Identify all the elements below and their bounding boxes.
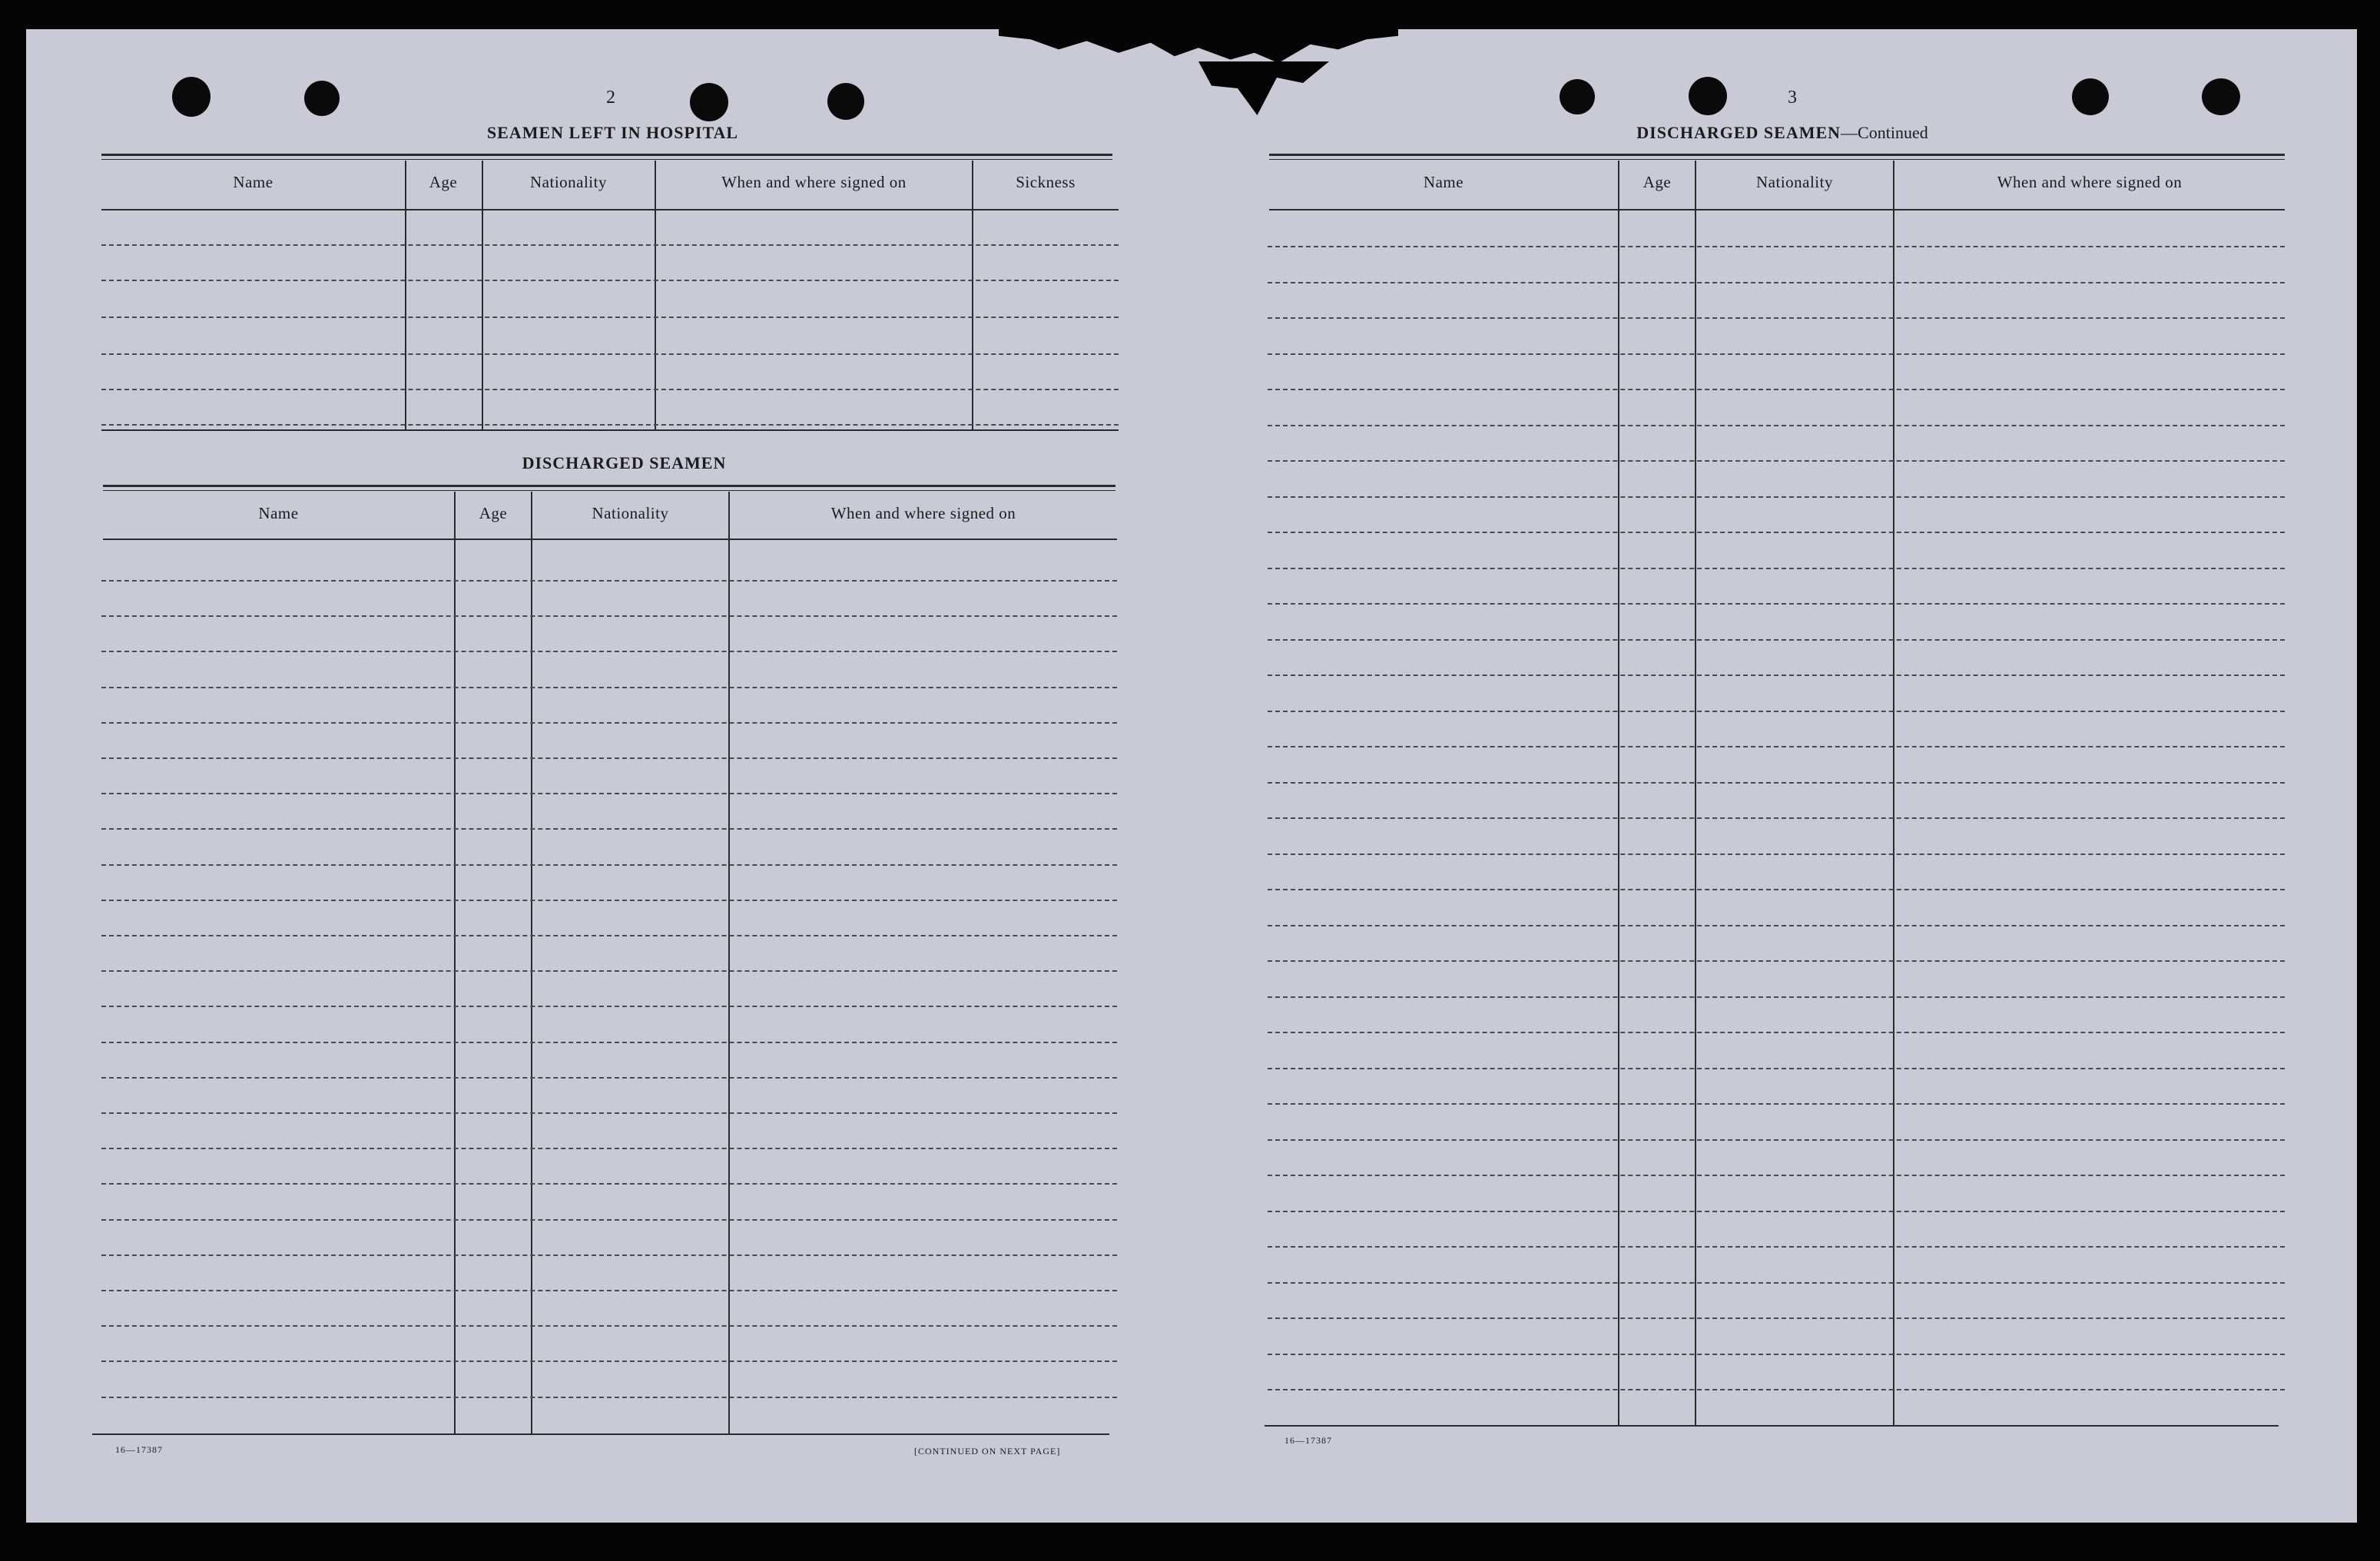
form-number: 16—17387 bbox=[1284, 1435, 1332, 1446]
entry-line bbox=[101, 244, 1119, 246]
entry-line bbox=[1268, 532, 2285, 533]
entry-line bbox=[101, 793, 1117, 794]
entry-line bbox=[1268, 746, 2285, 747]
entry-line bbox=[1268, 1317, 2285, 1319]
entry-line bbox=[101, 1042, 1117, 1043]
column-header-signed-on: When and where signed on bbox=[1997, 173, 2183, 191]
punch-hole bbox=[1560, 79, 1595, 114]
entry-line bbox=[1268, 389, 2285, 390]
entry-line bbox=[1268, 711, 2285, 712]
column-header-name: Name bbox=[233, 173, 273, 191]
entry-line bbox=[101, 864, 1117, 866]
entry-line bbox=[1268, 1389, 2285, 1390]
table-bottom-rule bbox=[1265, 1425, 2279, 1427]
discharged-continued-title bbox=[1598, 123, 1967, 143]
entry-line bbox=[1268, 1068, 2285, 1069]
entry-line bbox=[1268, 1139, 2285, 1141]
punch-hole bbox=[304, 81, 340, 116]
entry-line bbox=[101, 828, 1117, 830]
table-top-rule bbox=[103, 485, 1115, 487]
entry-line bbox=[101, 651, 1117, 652]
column-header-age: Age bbox=[479, 504, 508, 522]
column-header-nationality: Nationality bbox=[592, 504, 669, 522]
entry-line bbox=[1268, 674, 2285, 676]
continued-note: [CONTINUED ON NEXT PAGE] bbox=[914, 1446, 1061, 1457]
punch-hole bbox=[172, 77, 210, 117]
table-top-rule bbox=[1269, 154, 2285, 156]
entry-line bbox=[101, 1397, 1117, 1398]
table-bottom-rule bbox=[92, 1433, 1109, 1435]
column-divider bbox=[1893, 161, 1894, 1425]
entry-line bbox=[1268, 603, 2285, 605]
column-header-nationality: Nationality bbox=[1756, 173, 1833, 191]
entry-line bbox=[101, 1183, 1117, 1185]
entry-line bbox=[1268, 460, 2285, 462]
entry-line bbox=[1268, 1103, 2285, 1105]
entry-line bbox=[1268, 853, 2285, 855]
column-header-name: Name bbox=[258, 504, 299, 522]
entry-line bbox=[101, 580, 1117, 582]
entry-line bbox=[101, 1254, 1117, 1256]
entry-line bbox=[101, 970, 1117, 972]
table-top-rule bbox=[101, 154, 1112, 156]
entry-line bbox=[101, 317, 1119, 318]
discharged-section-title: DISCHARGED SEAMEN bbox=[522, 453, 727, 472]
entry-line bbox=[101, 1077, 1117, 1079]
entry-line bbox=[1268, 496, 2285, 498]
entry-line bbox=[1268, 246, 2285, 247]
entry-line bbox=[1268, 1175, 2285, 1176]
page-number: 2 bbox=[606, 88, 615, 108]
column-divider bbox=[1618, 161, 1619, 1425]
punch-hole bbox=[690, 83, 728, 121]
entry-line bbox=[101, 1360, 1117, 1362]
column-header-age: Age bbox=[429, 173, 458, 191]
entry-line bbox=[1268, 317, 2285, 319]
document-sheet bbox=[26, 29, 2357, 1523]
header-bottom-rule bbox=[103, 539, 1117, 540]
entry-line bbox=[101, 424, 1119, 426]
entry-line bbox=[1268, 782, 2285, 784]
entry-line bbox=[101, 1325, 1117, 1327]
punch-hole bbox=[2202, 78, 2240, 115]
column-divider bbox=[531, 492, 532, 1433]
page-number: 3 bbox=[1788, 88, 1797, 108]
table-top-rule bbox=[1269, 159, 2285, 160]
entry-line bbox=[1268, 996, 2285, 998]
entry-line bbox=[1268, 425, 2285, 426]
hospital-section-title: SEAMEN LEFT IN HOSPITAL bbox=[486, 123, 739, 142]
entry-line bbox=[1268, 925, 2285, 926]
entry-line bbox=[101, 935, 1117, 936]
entry-line bbox=[1268, 1282, 2285, 1284]
entry-line bbox=[1268, 353, 2285, 355]
column-header-age: Age bbox=[1642, 173, 1672, 191]
entry-line bbox=[1268, 1032, 2285, 1033]
entry-line bbox=[101, 687, 1117, 688]
entry-line bbox=[101, 389, 1119, 390]
table-top-rule bbox=[101, 159, 1112, 160]
column-divider bbox=[454, 492, 456, 1433]
entry-line bbox=[101, 722, 1117, 724]
column-header-signed-on: When and where signed on bbox=[830, 504, 1016, 522]
entry-line bbox=[1268, 1211, 2285, 1212]
entry-line bbox=[1268, 889, 2285, 890]
punch-hole bbox=[2072, 78, 2109, 115]
entry-line bbox=[101, 1219, 1117, 1221]
entry-line bbox=[101, 900, 1117, 901]
column-header-name: Name bbox=[1423, 173, 1464, 191]
entry-line bbox=[1268, 1246, 2285, 1248]
entry-line bbox=[101, 1148, 1117, 1149]
column-header-nationality: Nationality bbox=[530, 173, 607, 191]
entry-line bbox=[1268, 1354, 2285, 1355]
entry-line bbox=[1268, 960, 2285, 962]
table-top-rule bbox=[103, 490, 1115, 491]
entry-line bbox=[1268, 282, 2285, 283]
entry-line bbox=[101, 1006, 1117, 1007]
column-divider bbox=[1695, 161, 1696, 1425]
title-suffix: —Continued bbox=[1841, 123, 1928, 142]
punch-hole bbox=[827, 83, 864, 120]
column-header-sickness: Sickness bbox=[1016, 173, 1076, 191]
entry-line bbox=[101, 353, 1119, 355]
entry-line bbox=[101, 757, 1117, 759]
form-number: 16—17387 bbox=[115, 1444, 163, 1455]
table-bottom-rule bbox=[101, 429, 1119, 431]
entry-line bbox=[101, 1290, 1117, 1291]
entry-line bbox=[1268, 639, 2285, 641]
header-bottom-rule bbox=[1269, 209, 2285, 210]
entry-line bbox=[101, 1112, 1117, 1114]
column-header-signed-on: When and where signed on bbox=[721, 173, 907, 191]
punch-hole bbox=[1689, 77, 1727, 115]
title-main: DISCHARGED SEAMEN bbox=[1636, 123, 1841, 142]
entry-line bbox=[1268, 568, 2285, 569]
column-divider bbox=[728, 492, 730, 1433]
entry-line bbox=[101, 280, 1119, 281]
entry-line bbox=[101, 615, 1117, 617]
header-bottom-rule bbox=[101, 209, 1119, 210]
entry-line bbox=[1268, 817, 2285, 819]
